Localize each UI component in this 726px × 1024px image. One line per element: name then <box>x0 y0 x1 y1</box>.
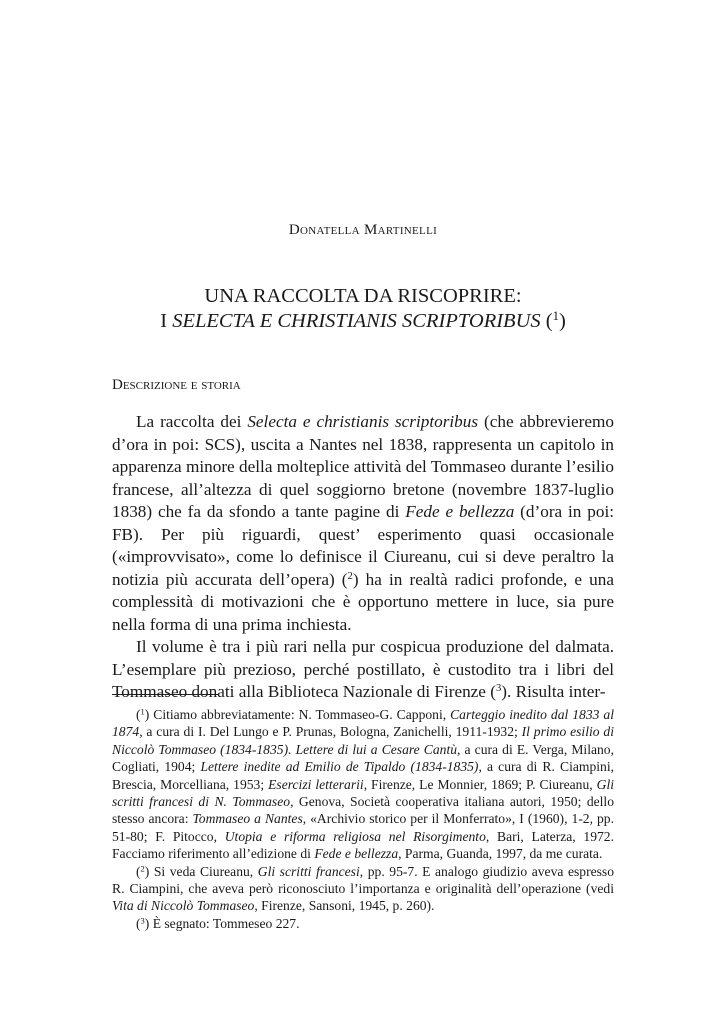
author-name <box>112 222 614 239</box>
fn1-italic: Gli scritti francesi di N. Tommaseo <box>112 776 615 810</box>
p1-text-c: (che abbrevieremo d’ora in poi: SCS), uscita a Nantes nel 1838, rappresenta un capitolo in apparenza minore della molteplice attività del Tommaseo durante l’esilio francese, all’altezza di quel soggiorno bretone (novembre 1837-luglio 1838) che fa da sfondo a tante pagine di <box>112 412 614 521</box>
title-italic: SELECTA E CHRISTIANIS SCRIPTORIBUS <box>172 310 541 332</box>
fn1-italic: Tommaseo a Nantes <box>192 811 303 827</box>
paragraph-1 <box>112 411 614 636</box>
fn1-text: , Bari, Laterza, 1972. Facciamo riferimento all’edizione di <box>112 828 614 862</box>
footnote-ref-2: 2 <box>347 570 353 582</box>
fn1-text: , a cura di R. Ciampini, Brescia, Morcelliana, 1953; <box>112 759 614 792</box>
fn2-italic: Vita di Niccolò Tommaseo <box>112 898 255 914</box>
title-line-2 <box>112 309 614 334</box>
article-title <box>112 284 614 334</box>
fn1-text: , a cura di I. Del Lungo e P. Prunas, Bologna, Zanichelli, 1911-1932; <box>139 724 522 740</box>
fn2-text: Si veda Ciureanu, <box>153 863 258 879</box>
p1-italic-fede: Fede e bellezza <box>405 502 515 521</box>
footnote-2: ($^2$) Si veda Ciureanu, Gli scritti francesi, pp. 95-7. E analogo giudizio aveva espresso R. Ciampini, che aveva però riconosciuto l’importanza e originalità dell’operazione (vedi Vita di Niccolò Tommaseo, Firenze, Sansoni, 1945, p. 260). <box>112 863 615 914</box>
footnote-2-mark: 2 <box>140 863 145 874</box>
author-first-name: Donatella <box>288 222 360 238</box>
fn1-italic: Carteggio inedito dal 1833 al 1874 <box>112 707 614 740</box>
p1-italic-selecta: Selecta e christianis scriptoribus <box>247 412 479 431</box>
body-text <box>112 411 614 704</box>
p1-text-f: ) ha in realtà radici profonde, e una complessità di motivazioni che è opportuno mettere in luce, sia pure nella forma di una prima inchiesta. <box>112 569 614 634</box>
fn2-text: , Firenze, Sansoni, 1945, p. 260). <box>254 898 435 914</box>
fn1-italic: Fede e bellezza <box>314 846 399 862</box>
fn1-text: , Parma, Guanda, 1997, da me curata. <box>398 846 603 862</box>
title-note-number: 1 <box>552 309 559 324</box>
title-note-open: ( <box>540 310 553 332</box>
footnotes <box>112 706 614 932</box>
section-heading: Descrizione e storia <box>112 377 241 393</box>
title-line-1: UNA RACCOLTA DA RISCOPRIRE: <box>204 285 522 307</box>
footnote-3: ($^3$) È segnato: Tommeseo 227. <box>136 915 300 931</box>
fn1-text: Citiamo abbreviatamente: N. Tommaseo-G. Capponi, <box>153 707 451 722</box>
fn1-text: , Firenze, Le Monnier, 1869; P. Ciureanu, <box>363 776 597 792</box>
book-page <box>112 0 614 1024</box>
fn1-italic: Il primo esilio di Niccolò Tommaseo (1834-1835). Lettere di lui a Cesare Cantù <box>112 724 614 757</box>
fn1-text: , a cura di E. Verga, Milano, Cogliati, 1904; <box>112 741 615 775</box>
p2-text-b: ). Risulta inter- <box>501 682 606 701</box>
fn2-text: , pp. 95-7. E analogo giudizio aveva espresso R. Ciampini, che aveva però riconosciuto l’importanza e originalità dell’operazione (vedi <box>112 863 615 897</box>
title-note-close: ) <box>558 310 566 332</box>
footnote-1: ($^1$) Citiamo abbreviatamente: N. Tommaseo-G. Capponi, Carteggio inedito dal 1833 al 1874, a cura di I. Del Lungo e P. Prunas, Bologna, Zanichelli, 1911-1932; Il primo esilio di Niccolò Tommaseo (1834-1835). Lettere di lui a Cesare Cantù, a cura di E. Verga, Milano, Cogliati, 1904; Lettere inedite ad Emilio de Tipaldo (1834-1835), a cura di R. Ciampini, Brescia, Morcelliana, 1953; Esercizi letterarii, Firenze, Le Monnier, 1869; P. Ciureanu, Gli scritti francesi di N. Tommaseo, Genova, Società cooperativa italiana autori, 1950; dello stesso ancora: Tommaseo a Nantes, «Archivio storico per il Monferrato», I (1960), 1-2, pp. 51-80; F. Pitocco, Utopia e riforma religiosa nel Risorgimento, Bari, Laterza, 1972. Facciamo riferimento all’edizione di Fede e bellezza, Parma, Guanda, 1997, da me curata. <box>112 706 615 862</box>
fn2-italic: Gli scritti francesi <box>257 863 360 879</box>
footnote-ref-3: 3 <box>495 683 502 695</box>
fn1-text: , «Archivio storico per il Monferrato», I (1960), 1-2, pp. 51-80; F. Pitocco, <box>112 811 614 844</box>
title-prefix: I <box>160 310 173 332</box>
footnote-3-mark: 3 <box>140 915 145 926</box>
p1-text-a: La raccolta dei <box>136 412 248 431</box>
fn3-text: È segnato: Tommeseo 227. <box>152 915 300 931</box>
author-last-name: Martinelli <box>363 222 438 238</box>
fn1-italic: Utopia e riforma religiosa nel Risorgimento <box>224 828 486 844</box>
p2-text-a: Il volume è tra i più rari nella pur cospicua produzione del dalmata. L’esemplare più prezioso, perché postillato, è custodito tra i libri del Tommaseo donati alla Biblioteca Nazionale di Firenze ( <box>112 637 614 701</box>
fn1-text: , Genova, Società cooperativa italiana autori, 1950; dello stesso ancora: <box>112 794 615 827</box>
p1-text-e: (d’ora in poi: FB). Per più riguardi, quest’ esperimento quasi occasionale («improvvisato», come lo definisce il Ciureanu, cui si deve peraltro la notizia più accurata dell’opera) ( <box>112 502 614 589</box>
footnote-divider <box>112 694 218 695</box>
fn1-italic: Lettere inedite ad Emilio de Tipaldo (1834-1835) <box>200 759 479 775</box>
footnote-1-mark: 1 <box>140 706 145 717</box>
fn1-italic: Esercizi letterarii <box>268 776 364 792</box>
